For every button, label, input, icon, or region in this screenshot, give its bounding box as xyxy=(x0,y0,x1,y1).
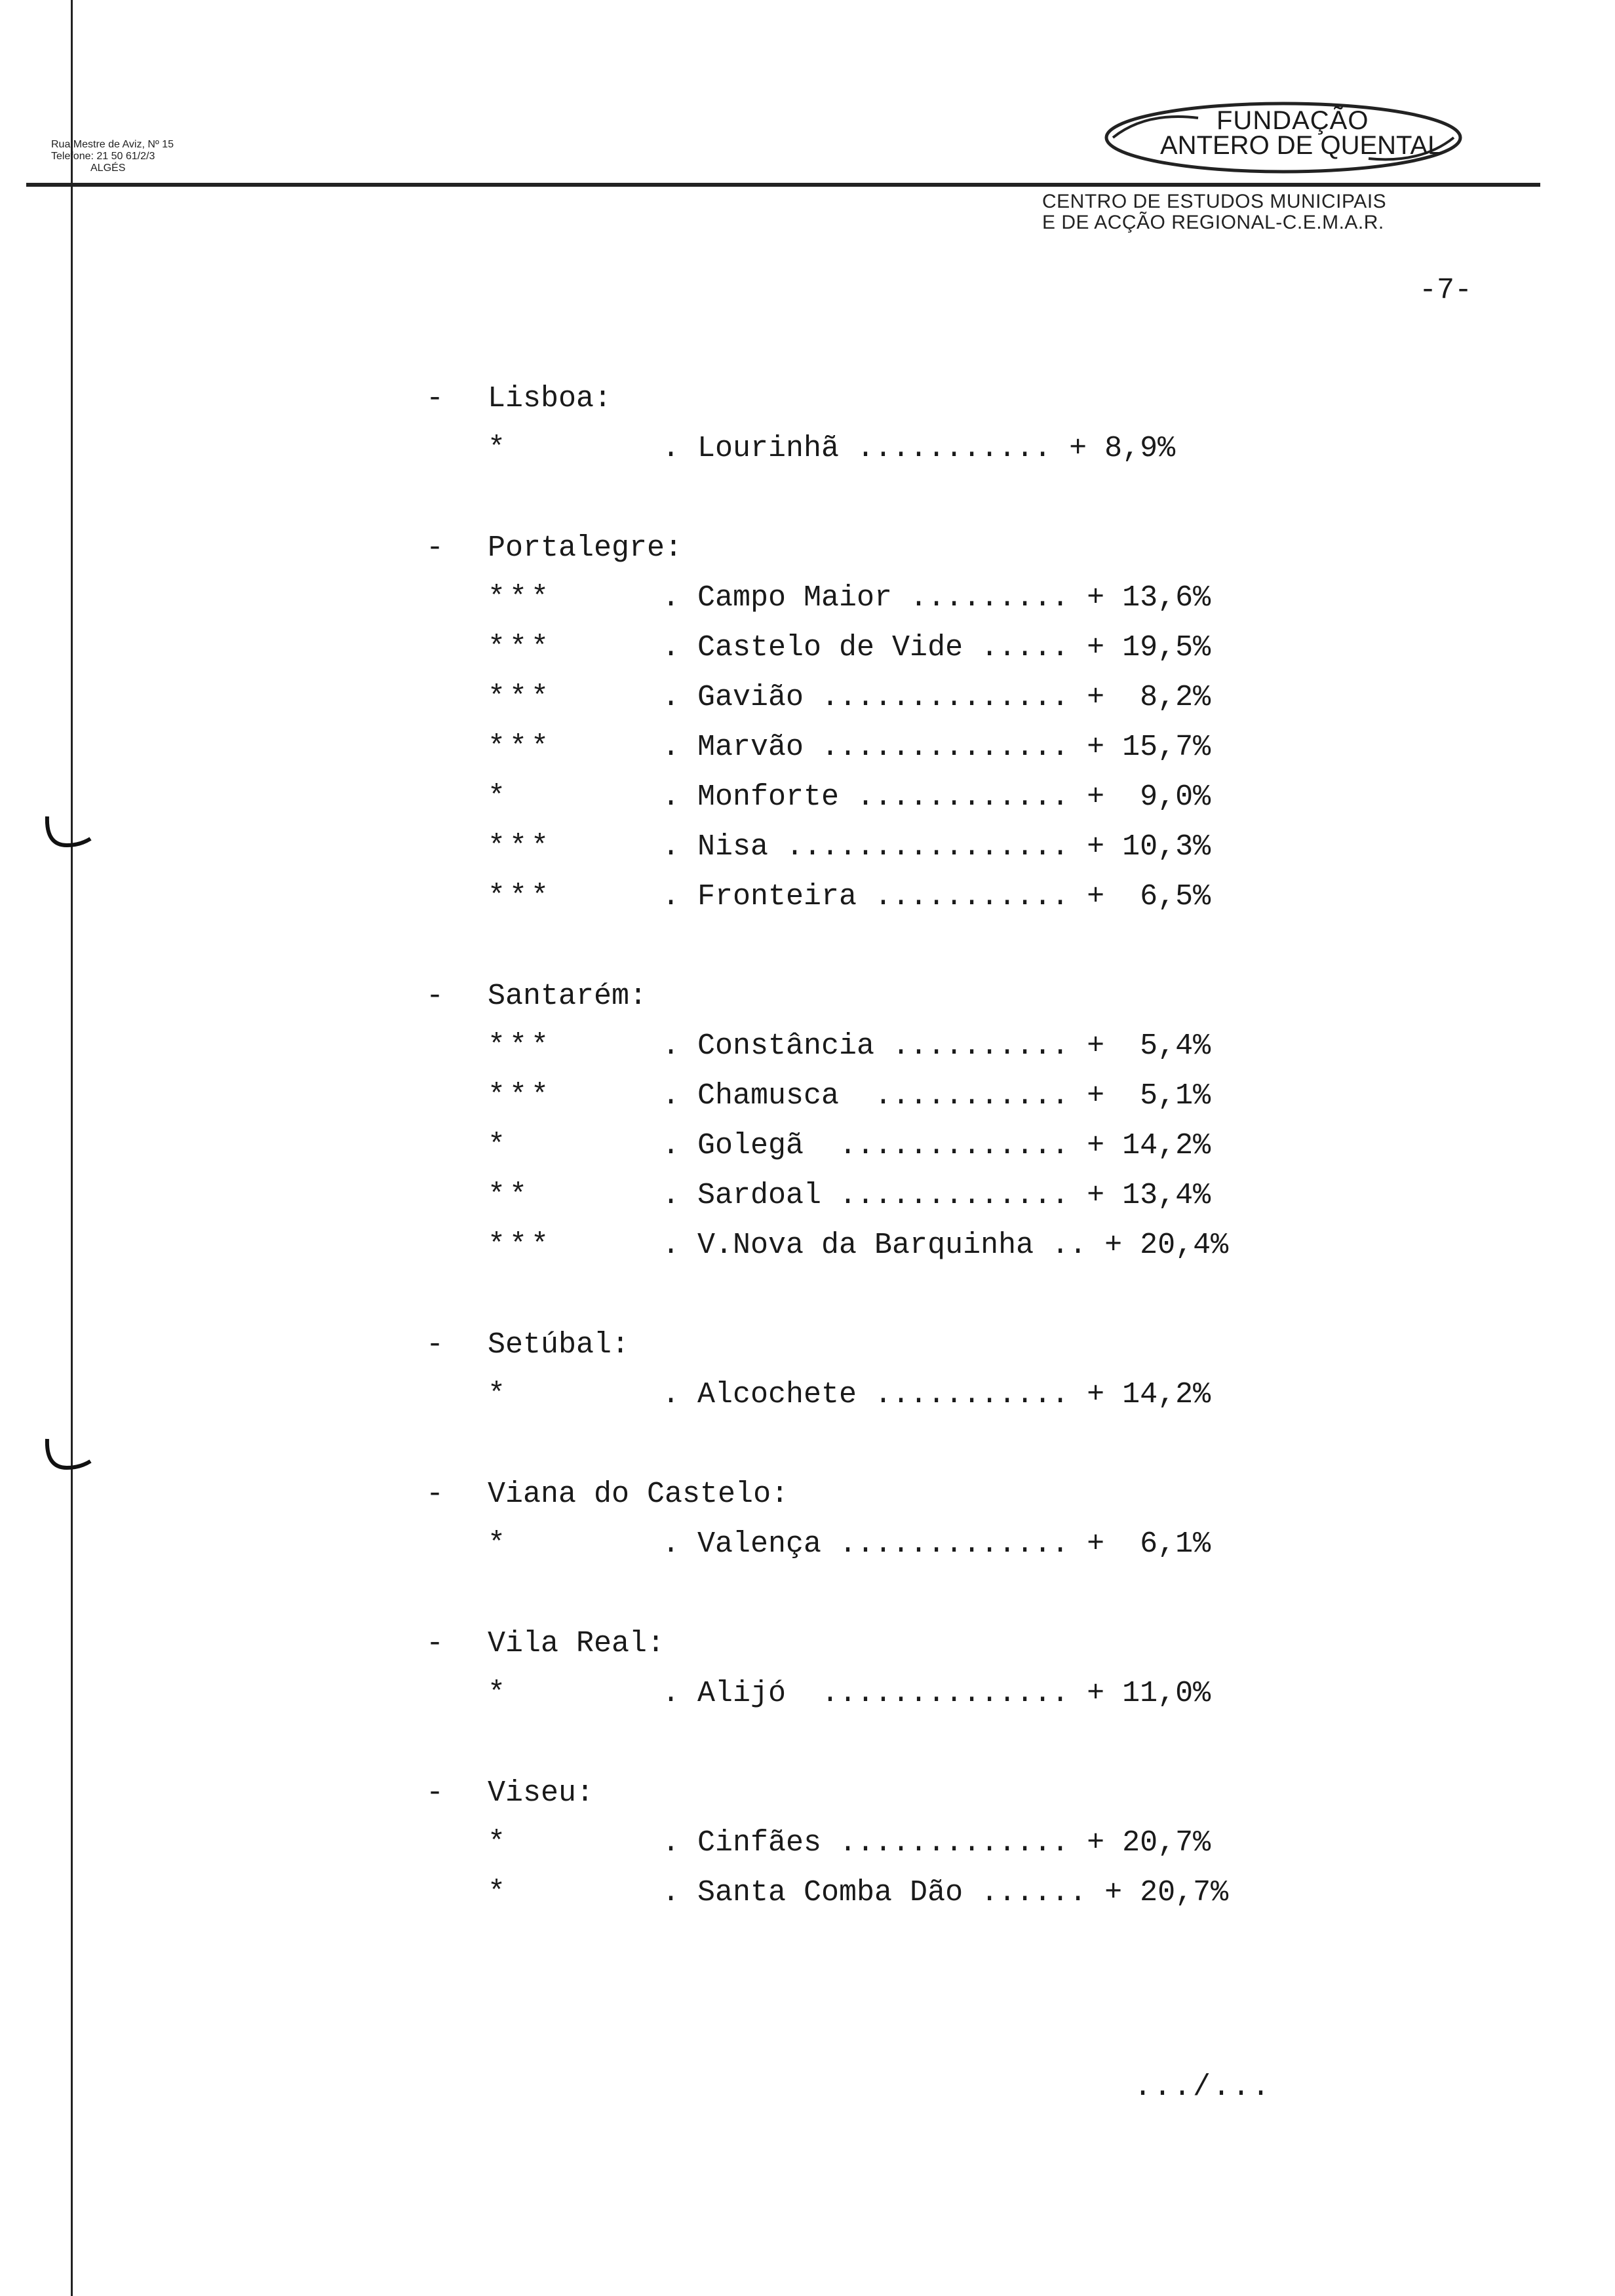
municipality-entry: . Santa Comba Dão ...... + 20,7% xyxy=(662,1875,1229,1909)
municipality-row xyxy=(426,1867,1228,1917)
address-line: Rua Mestre de Aviz, Nº 15 xyxy=(51,139,174,150)
rating-stars: * xyxy=(488,1128,510,1162)
municipality-entry: . Nisa ................ + 10,3% xyxy=(662,830,1211,864)
municipality-entry: . Golegã ............. + 14,2% xyxy=(662,1128,1211,1162)
municipality-row xyxy=(426,1369,1228,1419)
municipality-row xyxy=(426,573,1228,622)
municipality-row xyxy=(426,822,1228,871)
district-heading xyxy=(426,373,1228,423)
foundation-logo xyxy=(1093,98,1473,177)
header-rule xyxy=(26,183,1540,187)
municipality-row xyxy=(426,1120,1228,1170)
centro-block xyxy=(1042,191,1386,233)
spacer xyxy=(426,1569,1228,1618)
district-heading xyxy=(426,1618,1228,1668)
municipality-entry: . Marvão .............. + 15,7% xyxy=(662,730,1211,764)
district-name: Vila Real: xyxy=(488,1626,665,1660)
rating-stars: * xyxy=(488,431,510,465)
municipality-row xyxy=(426,622,1228,672)
municipality-entry: . Constância .......... + 5,4% xyxy=(662,1029,1211,1063)
district-dash: - xyxy=(426,1328,444,1362)
rating-stars: *** xyxy=(488,630,553,664)
district-heading xyxy=(426,1768,1228,1818)
municipality-entry: . Fronteira ........... + 6,5% xyxy=(662,879,1211,913)
municipality-entry: . V.Nova da Barquinha .. + 20,4% xyxy=(662,1228,1229,1262)
municipality-row xyxy=(426,1170,1228,1220)
municipality-entry: . Cinfães ............. + 20,7% xyxy=(662,1826,1211,1860)
municipality-row xyxy=(426,672,1228,722)
district-dash: - xyxy=(426,1477,444,1511)
municipality-row xyxy=(426,1818,1228,1867)
district-heading xyxy=(426,1320,1228,1369)
district-dash: - xyxy=(426,1626,444,1660)
rating-stars: *** xyxy=(488,830,553,864)
continuation-mark: .../... xyxy=(1134,2071,1272,2104)
municipality-row xyxy=(426,871,1228,921)
rating-stars: *** xyxy=(488,1228,553,1262)
binder-mark-icon xyxy=(41,813,96,852)
district-name: Viana do Castelo: xyxy=(488,1477,789,1511)
district-heading xyxy=(426,971,1228,1021)
rating-stars: ** xyxy=(488,1178,532,1212)
spacer xyxy=(426,1718,1228,1768)
district-dash: - xyxy=(426,531,444,565)
rating-stars: *** xyxy=(488,730,553,764)
rating-stars: * xyxy=(488,780,510,814)
page-number: -7- xyxy=(1419,274,1473,307)
municipality-entry: . Alcochete ........... + 14,2% xyxy=(662,1377,1211,1411)
spacer xyxy=(426,1270,1228,1320)
municipality-entry: . Gavião .............. + 8,2% xyxy=(662,680,1211,714)
binder-mark-icon xyxy=(41,1435,96,1474)
municipality-row xyxy=(426,722,1228,772)
municipality-entry: . Campo Maior ......... + 13,6% xyxy=(662,581,1211,615)
centro-line: E DE ACÇÃO REGIONAL-C.E.M.A.R. xyxy=(1042,212,1384,233)
district-dash: - xyxy=(426,381,444,415)
rating-stars: * xyxy=(488,1377,510,1411)
district-name: Portalegre: xyxy=(488,531,683,565)
municipality-row xyxy=(426,1071,1228,1120)
address-block xyxy=(51,139,174,174)
municipality-row xyxy=(426,1220,1228,1270)
rating-stars: *** xyxy=(488,680,553,714)
logo-top-text: FUNDAÇÃO xyxy=(1216,106,1369,135)
rating-stars: * xyxy=(488,1527,510,1561)
municipality-entry: . Chamusca ........... + 5,1% xyxy=(662,1079,1211,1113)
district-dash: - xyxy=(426,979,444,1013)
municipality-row xyxy=(426,1668,1228,1718)
logo-bottom-text: ANTERO DE QUENTAL xyxy=(1160,131,1443,160)
district-heading xyxy=(426,523,1228,573)
rating-stars: * xyxy=(488,1676,510,1710)
district-name: Setúbal: xyxy=(488,1328,630,1362)
margin-line xyxy=(71,0,73,2296)
district-dash: - xyxy=(426,1776,444,1810)
spacer xyxy=(426,1419,1228,1469)
municipality-entry: . Alijó .............. + 11,0% xyxy=(662,1676,1211,1710)
district-name: Viseu: xyxy=(488,1776,594,1810)
municipality-entry: . Lourinhã ........... + 8,9% xyxy=(662,431,1176,465)
municipality-row xyxy=(426,1021,1228,1071)
municipality-entry: . Sardoal ............. + 13,4% xyxy=(662,1178,1211,1212)
rating-stars: *** xyxy=(488,1079,553,1113)
district-list xyxy=(426,373,1228,1917)
municipality-row xyxy=(426,423,1228,473)
municipality-entry: . Valença ............. + 6,1% xyxy=(662,1527,1211,1561)
rating-stars: *** xyxy=(488,581,553,615)
spacer xyxy=(426,473,1228,523)
rating-stars: *** xyxy=(488,879,553,913)
address-line: ALGÉS xyxy=(90,163,126,174)
centro-line: CENTRO DE ESTUDOS MUNICIPAIS xyxy=(1042,191,1387,212)
municipality-entry: . Monforte ............ + 9,0% xyxy=(662,780,1211,814)
rating-stars: *** xyxy=(488,1029,553,1063)
rating-stars: * xyxy=(488,1826,510,1860)
municipality-row xyxy=(426,1519,1228,1569)
municipality-entry: . Castelo de Vide ..... + 19,5% xyxy=(662,630,1211,664)
spacer xyxy=(426,921,1228,971)
municipality-row xyxy=(426,772,1228,822)
rating-stars: * xyxy=(488,1875,510,1909)
district-heading xyxy=(426,1469,1228,1519)
district-name: Lisboa: xyxy=(488,381,612,415)
district-name: Santarém: xyxy=(488,979,648,1013)
address-line: Telefone: 21 50 61/2/3 xyxy=(51,151,155,162)
